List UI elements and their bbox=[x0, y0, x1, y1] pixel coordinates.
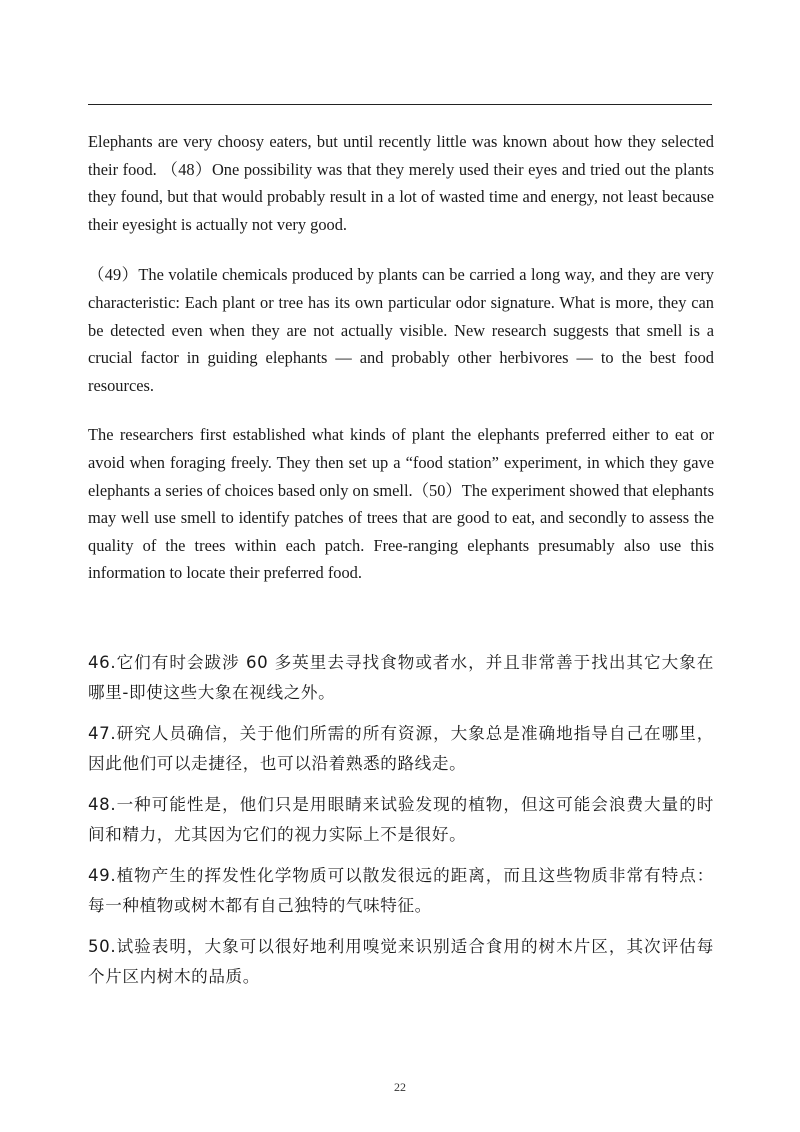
passage-paragraph: （49）The volatile chemicals produced by plants can be carried a long way, and they are very characteristic: Each plant or tree has its own particular odor signature. What is more, they can be detected even when they are not actually visible. New research suggests that smell is a crucial factor in guiding elephants — and probably other herbivores — to the best food resources. bbox=[88, 265, 714, 395]
translation-item: 48.一种可能性是，他们只是用眼睛来试验发现的植物，但这可能会浪费大量的时间和精力，尤其因为它们的视力实际上不是很好。 bbox=[88, 795, 714, 844]
page-number: 22 bbox=[394, 1080, 406, 1094]
translation-item: 50.试验表明，大象可以很好地利用嗅觉来识别适合食用的树木片区，其次评估每个片区内树木的品质。 bbox=[88, 937, 714, 986]
header-rule bbox=[88, 104, 712, 105]
passage-paragraph: Elephants are very choosy eaters, but until recently little was known about how they selected their food. （48）One possibility was that they merely used their eyes and tried out the plants they found, but that would probably result in a lot of wasted time and energy, not least because their eyesight is actually not very good. bbox=[88, 132, 714, 234]
passage-paragraph: The researchers first established what kinds of plant the elephants preferred either to eat or avoid when foraging freely. They then set up a “food station” experiment, in which they gave elephants a series of choices based only on smell.（50）The experiment showed that elephants may well use smell to identify patches of trees that are good to eat, and secondly to assess the quality of the trees within each patch. Free-ranging elephants presumably also use this information to locate their preferred food. bbox=[88, 425, 714, 583]
translation-list bbox=[88, 648, 714, 1003]
translation-item: 49.植物产生的挥发性化学物质可以散发很远的距离，而且这些物质非常有特点：每一种植物或树木都有自己独特的气味特征。 bbox=[88, 866, 714, 915]
translation-item: 47.研究人员确信，关于他们所需的所有资源，大象总是准确地指导自己在哪里，因此他们可以走捷径，也可以沿着熟悉的路线走。 bbox=[88, 724, 714, 773]
english-passage bbox=[88, 128, 714, 587]
translation-item: 46.它们有时会跋涉 60 多英里去寻找食物或者水，并且非常善于找出其它大象在哪里-即使这些大象在视线之外。 bbox=[88, 653, 714, 702]
